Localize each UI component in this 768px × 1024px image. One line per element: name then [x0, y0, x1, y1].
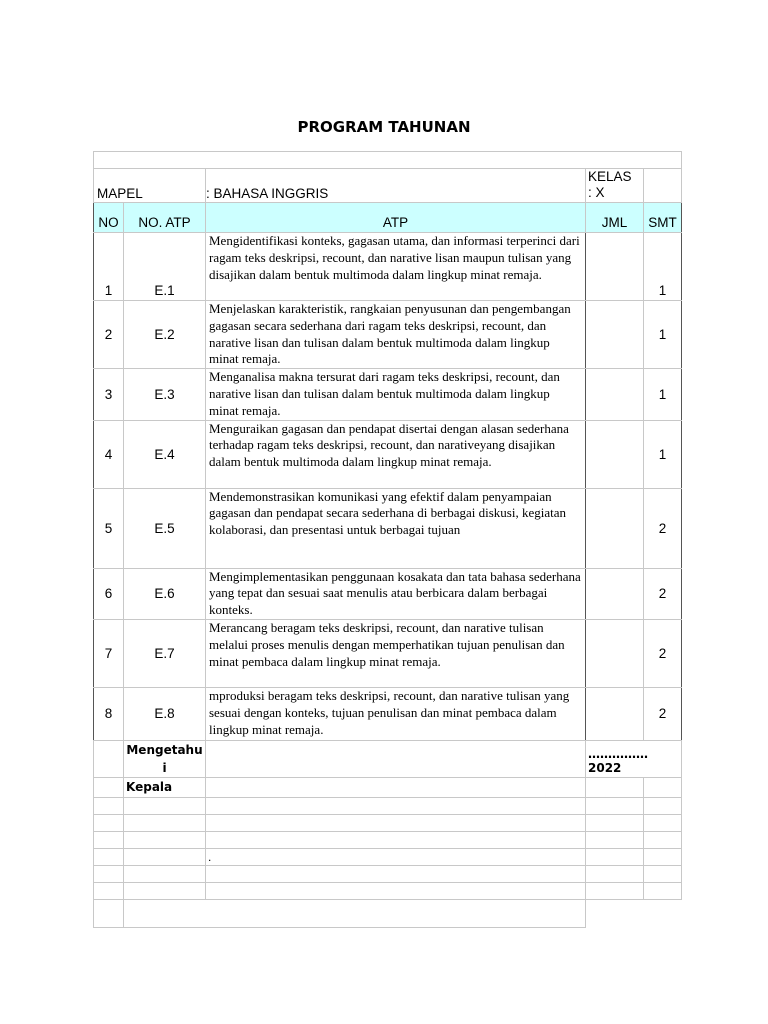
row-smt: 2 [644, 687, 682, 740]
info-row [94, 169, 682, 203]
empty-cell [94, 152, 682, 169]
mapel-label: MAPEL [94, 169, 206, 203]
empty-cell [94, 740, 124, 777]
row-code: E.7 [124, 619, 206, 687]
row-no: 2 [94, 301, 124, 369]
kelas-value: : X [588, 185, 605, 200]
kepala-label: Kepala [124, 777, 206, 797]
row-atp: Menganalisa makna tersurat dari ragam teks deskripsi, recount, dan narative lisan dan tulisan dalam bentuk multimoda dalam lingkup minat remaja. [206, 369, 586, 420]
row-code: E.5 [124, 488, 206, 568]
row-smt: 2 [644, 568, 682, 619]
row-no: 3 [94, 369, 124, 420]
empty-cell [94, 777, 124, 797]
row-smt: 1 [644, 420, 682, 488]
empty-cell [206, 777, 586, 797]
header-row [94, 203, 682, 233]
row-jml [586, 619, 644, 687]
row-smt: 2 [644, 488, 682, 568]
table-row [94, 233, 682, 301]
row-code: E.1 [124, 233, 206, 301]
row-atp: Mengidentifikasi konteks, gagasan utama, dan informasi terperinci dari ragam teks deskripsi, recount, dan narative lisan maupun tulisan yang disajikan dalam bentuk multimoda dalam lingkup minat remaja. [206, 233, 586, 301]
row-code: E.6 [124, 568, 206, 619]
row-no: 4 [94, 420, 124, 488]
row-smt: 1 [644, 233, 682, 301]
row-jml [586, 687, 644, 740]
row-code: E.2 [124, 301, 206, 369]
row-smt: 2 [644, 619, 682, 687]
blank-row [94, 899, 682, 927]
blank-row [94, 882, 682, 899]
row-atp: mproduksi beragam teks deskripsi, recount, dan narative tulisan yang sesuai dengan konteks, tujuan penulisan dan minat pembaca dalam lingkup minat remaja. [206, 687, 586, 740]
row-jml [586, 233, 644, 301]
row-atp: Menjelaskan karakteristik, rangkaian penyusunan dan pengembangan gagasan secara sederhana dari ragam teks deskripsi, recount, dan narative lisan dan tulisan dalam bentuk multimoda dalam lingkup minat remaja. [206, 301, 586, 369]
header-jml: JML [586, 203, 644, 233]
row-no: 7 [94, 619, 124, 687]
blank-row [94, 797, 682, 814]
row-jml [586, 369, 644, 420]
row-code: E.8 [124, 687, 206, 740]
row-smt: 1 [644, 369, 682, 420]
row-code: E.3 [124, 369, 206, 420]
kelas-label: KELAS [588, 169, 632, 184]
blank-row [94, 814, 682, 831]
blank-row [94, 848, 682, 865]
row-atp: Mengimplementasikan penggunaan kosakata dan tata bahasa sederhana yang tepat dan sesuai saat menulis atau berbicara dalam berbagai konteks. [206, 568, 586, 619]
sign-row [94, 777, 682, 797]
program-table [93, 151, 682, 928]
table-row [94, 488, 682, 568]
table-spacer-row [94, 152, 682, 169]
header-no: NO [94, 203, 124, 233]
row-smt: 1 [644, 301, 682, 369]
header-no-atp: NO. ATP [124, 203, 206, 233]
row-jml [586, 301, 644, 369]
row-no: 5 [94, 488, 124, 568]
row-code: E.4 [124, 420, 206, 488]
empty-cell [206, 740, 586, 777]
header-atp: ATP [206, 203, 586, 233]
blank-row [94, 831, 682, 848]
table-row [94, 619, 682, 687]
dot-mark: . [206, 848, 586, 865]
row-jml [586, 420, 644, 488]
row-atp: Merancang beragam teks deskripsi, recount, dan narative tulisan melalui proses menulis dengan memperhatikan tujuan penulisan dan minat pembaca dalam lingkup minat remaja. [206, 619, 586, 687]
mapel-value: : BAHASA INGGRIS [206, 169, 586, 203]
kelas-cell [586, 169, 644, 203]
mengetahui-label: Mengetahu i [124, 740, 206, 777]
table-row [94, 568, 682, 619]
row-atp: Mendemonstrasikan komunikasi yang efektif dalam penyampaian gagasan dan pendapat secara sederhana di berbagai diskusi, kegiatan kolaborasi, dan presentasi untuk berbagai tujuan [206, 488, 586, 568]
row-jml [586, 568, 644, 619]
table-row [94, 420, 682, 488]
row-jml [586, 488, 644, 568]
table-row [94, 301, 682, 369]
sign-row [94, 740, 682, 777]
row-no: 1 [94, 233, 124, 301]
row-no: 6 [94, 568, 124, 619]
row-no: 8 [94, 687, 124, 740]
date-label: ……………2022 [586, 740, 682, 777]
table-row [94, 369, 682, 420]
table-row [94, 687, 682, 740]
empty-cell [586, 777, 644, 797]
page-title: PROGRAM TAHUNAN [297, 118, 471, 136]
empty-cell [644, 777, 682, 797]
header-smt: SMT [644, 203, 682, 233]
empty-cell [644, 169, 682, 203]
row-atp: Menguraikan gagasan dan pendapat disertai dengan alasan sederhana terhadap ragam teks deskripsi, recount, dan narativeyang disajikan dalam bentuk multimoda dalam lingkup minat remaja. [206, 420, 586, 488]
blank-row [94, 865, 682, 882]
